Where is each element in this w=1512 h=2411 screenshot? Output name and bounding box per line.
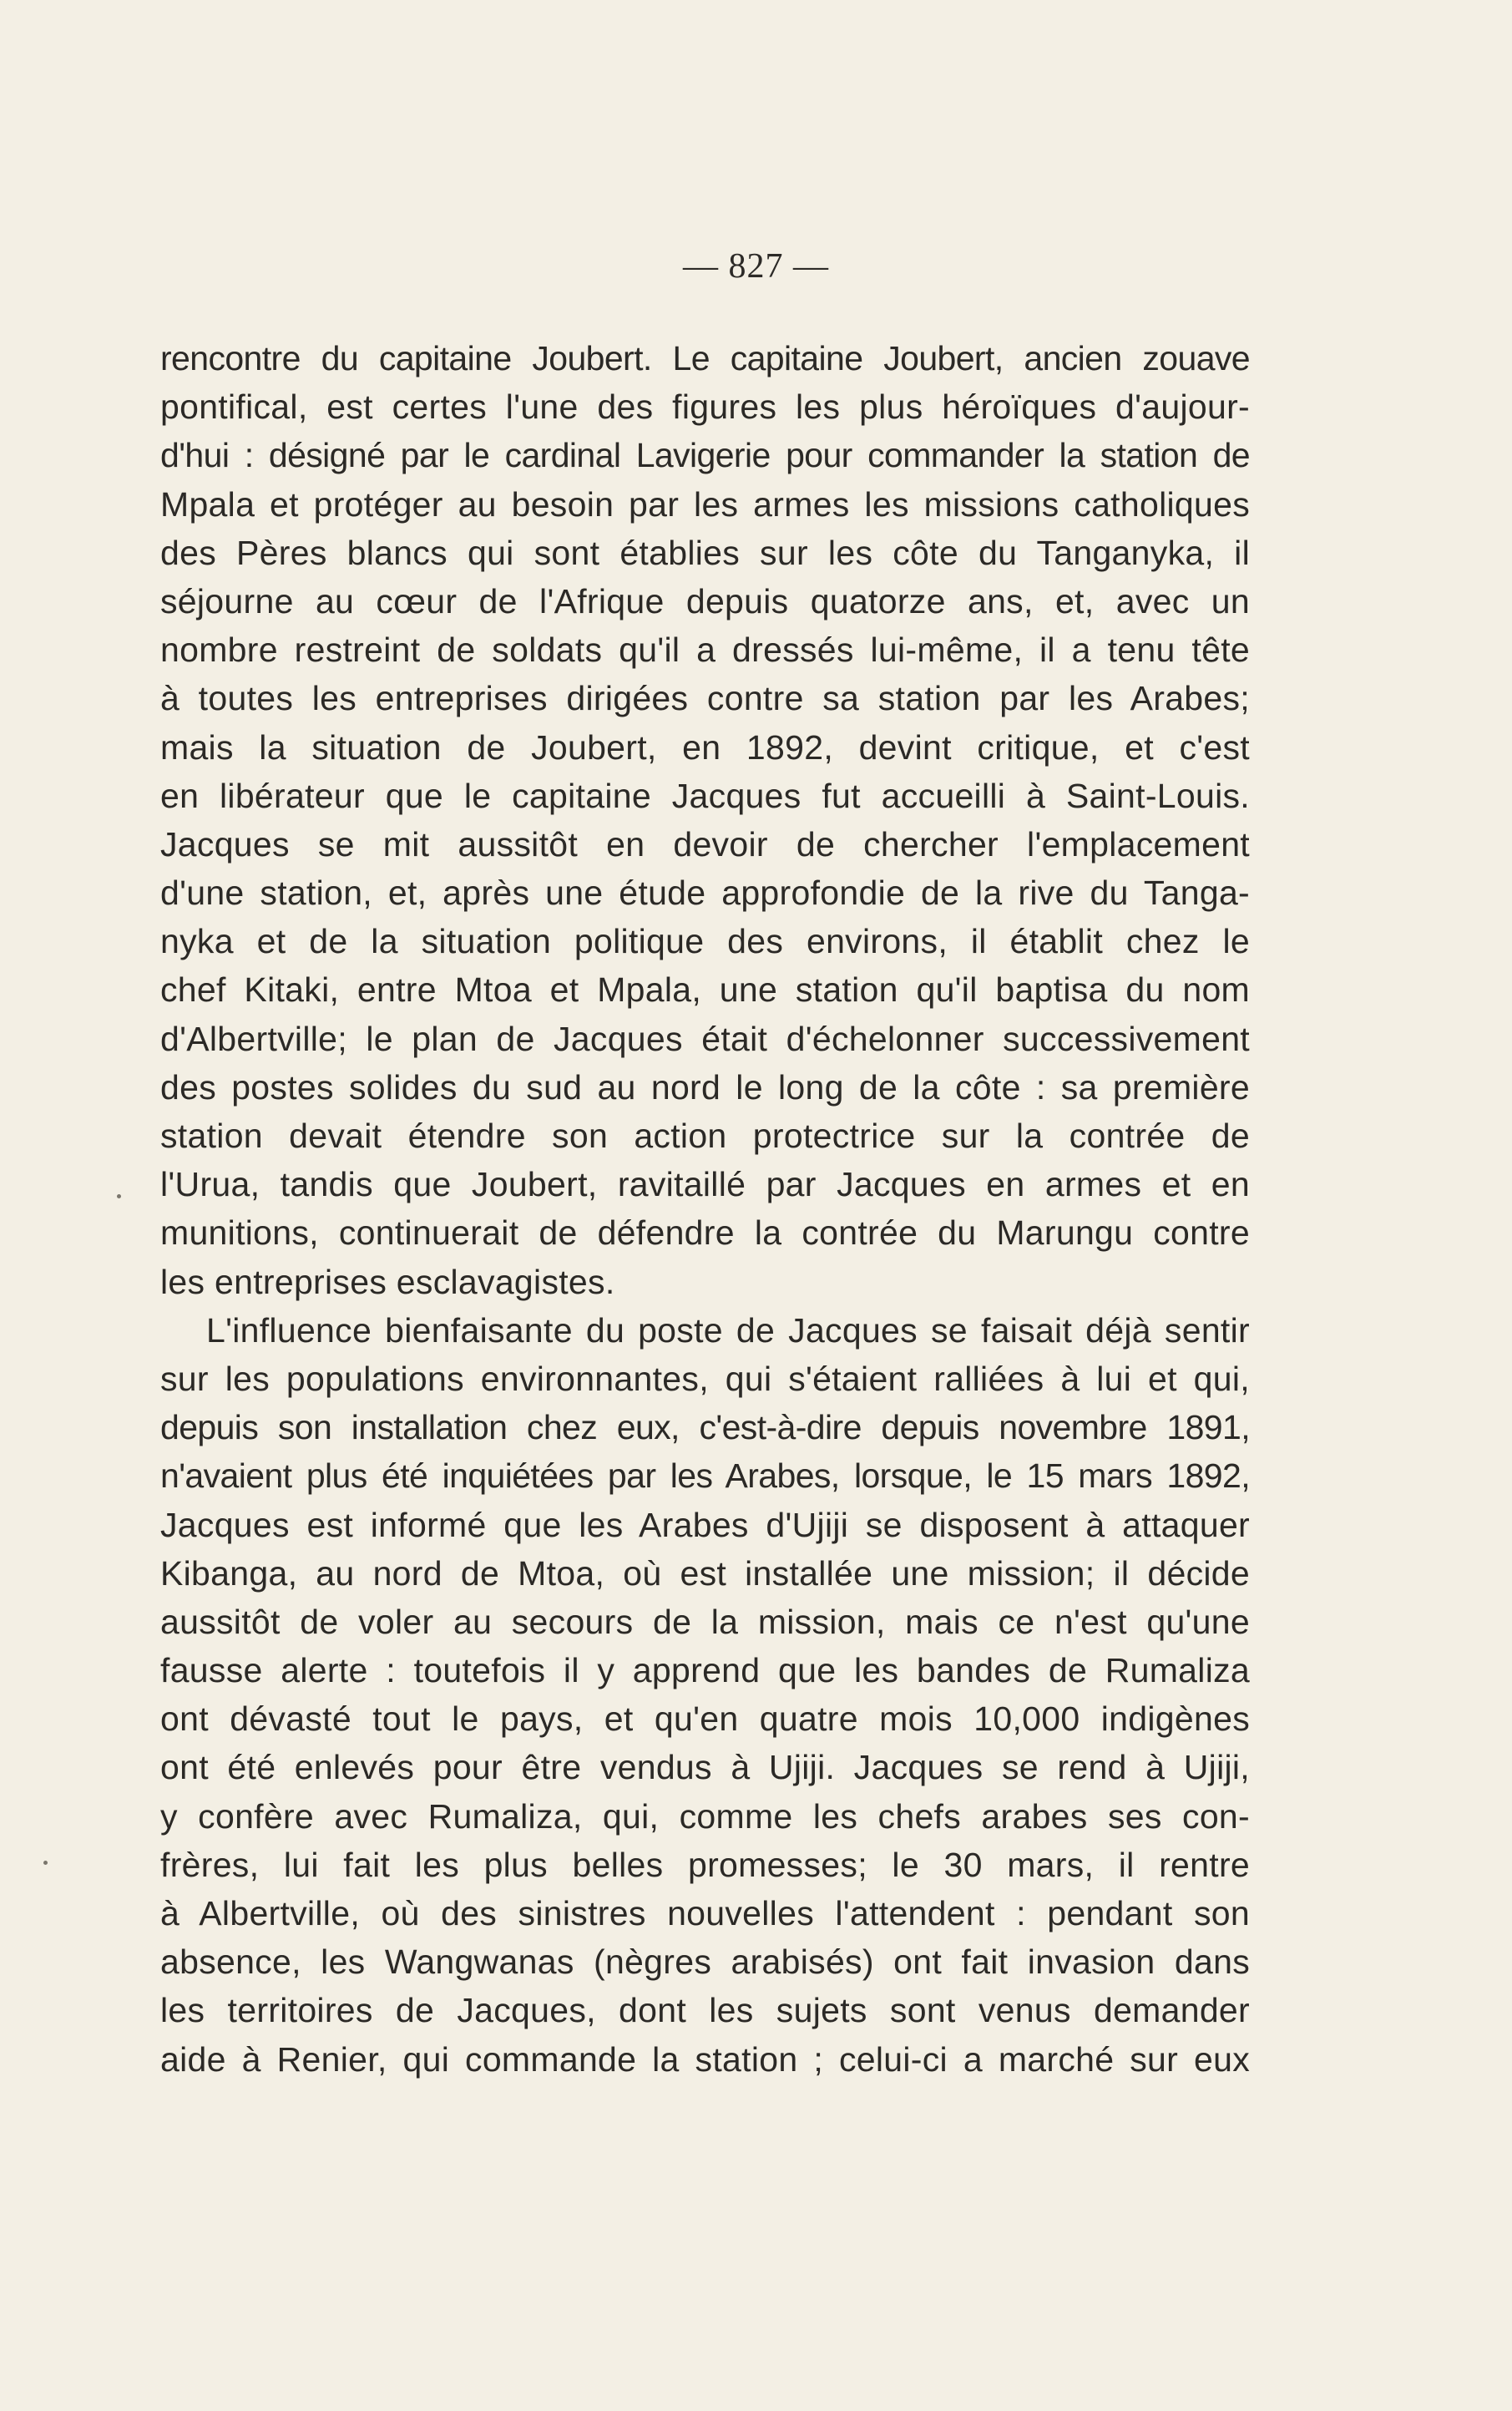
- text-line: d'Albertville; le plan de Jacques était d'échelonner successivement: [160, 1019, 1250, 1058]
- text-line: depuis son installation chez eux, c'est-à-dire depuis novembre 1891,: [160, 1408, 1250, 1447]
- text-line: d'une station, et, après une étude approfondie de la rive du Tanga-: [160, 874, 1250, 913]
- margin-speck: [117, 1194, 121, 1198]
- text-line: fausse alerte : toutefois il y apprend que les bandes de Rumaliza: [160, 1651, 1250, 1690]
- text-line: L'influence bienfaisante du poste de Jacques se faisait déjà sentir: [206, 1310, 1250, 1350]
- page-number: — 827 —: [683, 247, 829, 286]
- text-line: des postes solides du sud au nord le long de la côte : sa première: [160, 1067, 1250, 1107]
- body-text: [160, 334, 1250, 2084]
- text-line: les territoires de Jacques, dont les sujets sont venus demander: [160, 1991, 1250, 2030]
- text-line: les entreprises esclavagistes.: [160, 1262, 615, 1301]
- text-line: absence, les Wangwanas (nègres arabisés) ont fait invasion dans: [160, 1942, 1250, 1982]
- text-line: ont dévasté tout le pays, et qu'en quatre mois 10,000 indigènes: [160, 1699, 1250, 1739]
- text-line: Jacques se mit aussitôt en devoir de chercher l'emplacement: [160, 824, 1250, 864]
- text-line: nyka et de la situation politique des environs, il établit chez le: [160, 922, 1250, 961]
- text-line: chef Kitaki, entre Mtoa et Mpala, une station qu'il baptisa du nom: [160, 970, 1250, 1010]
- text-line: rencontre du capitaine Joubert. Le capitaine Joubert, ancien zouave: [160, 339, 1250, 377]
- text-line: à Albertville, où des sinistres nouvelles l'attendent : pendant son: [160, 1894, 1250, 1932]
- text-line: aide à Renier, qui commande la station ; celui-ci a marché sur eux: [160, 2039, 1250, 2079]
- margin-speck: [43, 1861, 48, 1865]
- text-line: frères, lui fait les plus belles promesses; le 30 mars, il rentre: [160, 1845, 1250, 1884]
- text-line: Kibanga, au nord de Mtoa, où est installée une mission; il décide: [160, 1553, 1250, 1593]
- text-line: ont été enlevés pour être vendus à Ujiji. Jacques se rend à Ujiji,: [160, 1748, 1250, 1787]
- text-line: Mpala et protéger au besoin par les armes les missions catholiques: [160, 484, 1250, 524]
- text-line: d'hui : désigné par le cardinal Lavigerie pour commander la station de: [160, 436, 1250, 475]
- text-line: Jacques est informé que les Arabes d'Ujiji se disposent à attaquer: [160, 1505, 1250, 1544]
- text-line: l'Urua, tandis que Joubert, ravitaillé par Jacques en armes et en: [160, 1165, 1250, 1204]
- text-line: aussitôt de voler au secours de la mission, mais ce n'est qu'une: [160, 1602, 1250, 1641]
- text-line: nombre restreint de soldats qu'il a dressés lui-même, il a tenu tête: [160, 631, 1250, 670]
- text-line: munitions, continuerait de défendre la contrée du Marungu contre: [160, 1213, 1250, 1253]
- text-line: en libérateur que le capitaine Jacques fut accueilli à Saint-Louis.: [160, 776, 1250, 815]
- text-line: des Pères blancs qui sont établies sur les côte du Tanganyka, il: [160, 533, 1250, 572]
- text-line: sur les populations environnantes, qui s'étaient ralliées à lui et qui,: [160, 1359, 1250, 1398]
- text-line: pontifical, est certes l'une des figures les plus héroïques d'aujour-: [160, 387, 1250, 427]
- text-line: mais la situation de Joubert, en 1892, devint critique, et c'est: [160, 727, 1250, 767]
- text-line: station devait étendre son action protectrice sur la contrée de: [160, 1117, 1250, 1155]
- text-line: à toutes les entreprises dirigées contre sa station par les Arabes;: [160, 679, 1250, 718]
- text-line: y confère avec Rumaliza, qui, comme les chefs arabes ses con-: [160, 1796, 1250, 1836]
- text-line: séjourne au cœur de l'Afrique depuis quatorze ans, et, avec un: [160, 581, 1250, 620]
- text-line: n'avaient plus été inquiétées par les Arabes, lorsque, le 15 mars 1892,: [160, 1456, 1250, 1496]
